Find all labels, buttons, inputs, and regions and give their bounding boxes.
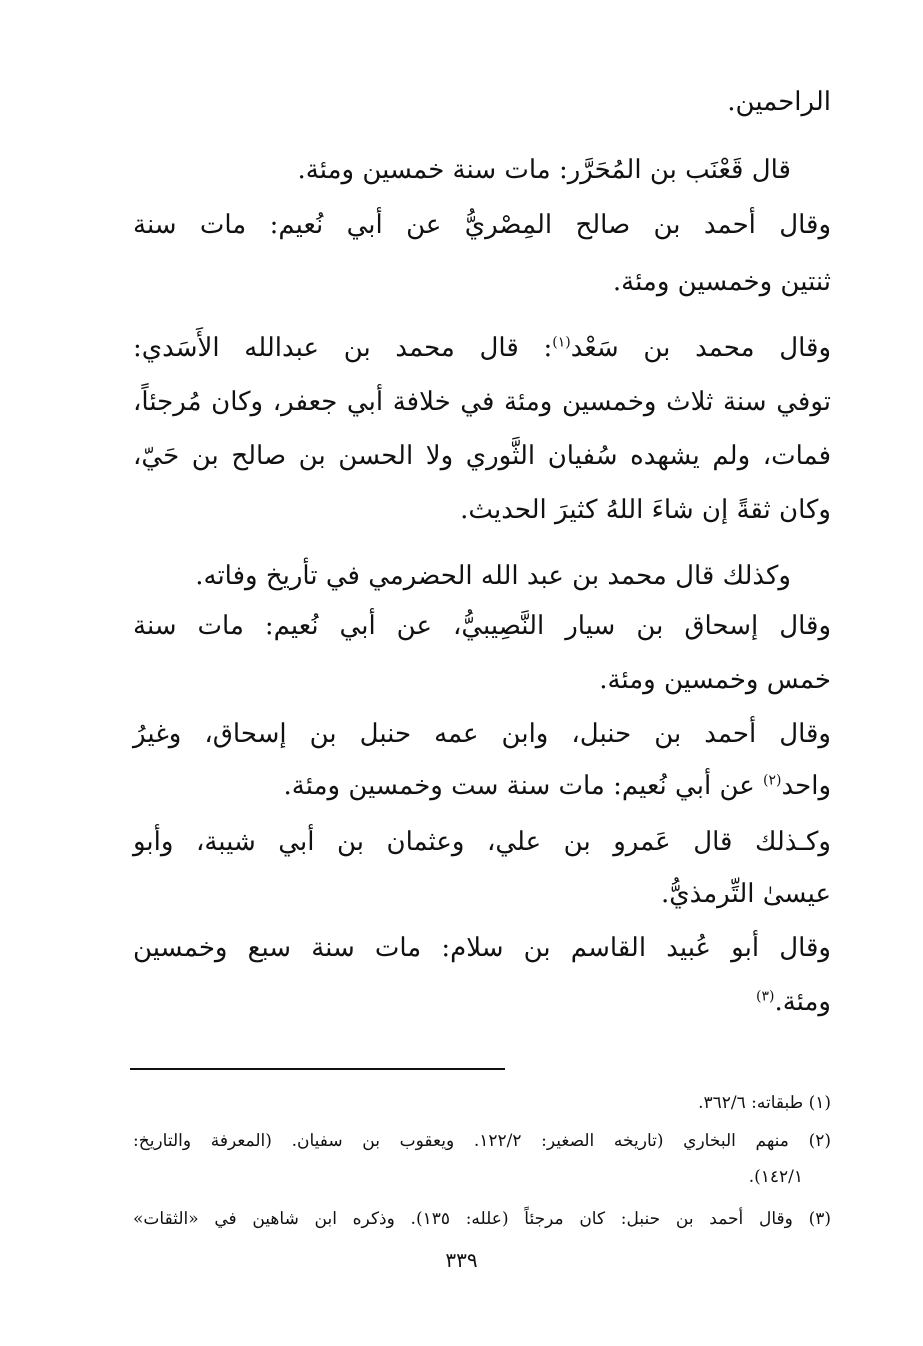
text-line: وقال أحمد بن حنبل، وابن عمه حنبل بن إسحاق، وغيرُ	[133, 719, 831, 749]
text-line: وكان ثقةً إن شاءَ اللهُ كثيرَ الحديث.	[460, 495, 831, 525]
text-line: وقال أبو عُبيد القاسم بن سلام: مات سنة سبع وخمسين	[133, 933, 831, 963]
text-line: وقال إسحاق بن سيار النَّصِيبيُّ، عن أبي نُعيم: مات سنة	[133, 611, 831, 641]
footnote-ref: (١)	[552, 334, 571, 351]
footnote: (٢) منهم البخاري (تاريخه الصغير: ١٢٢/٢. ويعقوب بن سفيان. (المعرفة والتاريخ:	[133, 1131, 831, 1151]
text-line: توفي سنة ثلاث وخمسين ومئة في خلافة أبي جعفر، وكان مُرجئاً،	[133, 387, 831, 417]
footnote-ref: (٢)	[763, 772, 782, 789]
text-segment: ومئة.	[774, 987, 831, 1017]
text-line: قال قَعْنَب بن المُحَرَّر: مات سنة خمسين ومئة.	[297, 155, 791, 185]
text-line: وقال أحمد بن صالح المِصْريُّ عن أبي نُعيم: مات سنة	[133, 210, 831, 240]
text-line	[131, 982, 831, 1022]
page-number: ٣٣٩	[445, 1248, 478, 1272]
text-line	[131, 766, 831, 806]
footnote: (١) طبقاته: ٣٦٢/٦.	[698, 1093, 831, 1113]
text-line: خمس وخمسين ومئة.	[599, 665, 831, 695]
footnote: (٣) وقال أحمد بن حنبل: كان مرجئاً (علله: ١٣٥). وذكره ابن شاهين في «الثقات»	[133, 1209, 831, 1229]
footnote-ref: (٣)	[755, 988, 775, 1005]
text-segment: وقال محمد بن سَعْد	[570, 333, 831, 363]
text-line	[133, 328, 831, 368]
text-line: وكذلك قال محمد بن عبد الله الحضرمي في تأريخ وفاته.	[195, 561, 791, 591]
text-line: فمات، ولم يشهده سُفيان الثَّوري ولا الحسن بن صالح بن حَيّ،	[133, 441, 831, 471]
text-segment: عن أبي نُعيم: مات سنة ست وخمسين ومئة.	[283, 771, 764, 801]
text-segment: واحد	[781, 771, 831, 801]
text-segment: : قال محمد بن عبدالله الأَسَدي:	[133, 333, 553, 363]
text-line: وكـذلك قال عَمرو بن علي، وعثمان بن أبي شيبة، وأبو	[133, 827, 831, 857]
footnote-separator	[130, 1068, 505, 1070]
footnote: ١٤٢/١).	[748, 1167, 803, 1187]
text-line: عيسىٰ التِّرمذيُّ.	[660, 879, 831, 909]
text-line: ثنتين وخمسين ومئة.	[612, 267, 831, 297]
text-line: الراحمين.	[727, 87, 831, 117]
